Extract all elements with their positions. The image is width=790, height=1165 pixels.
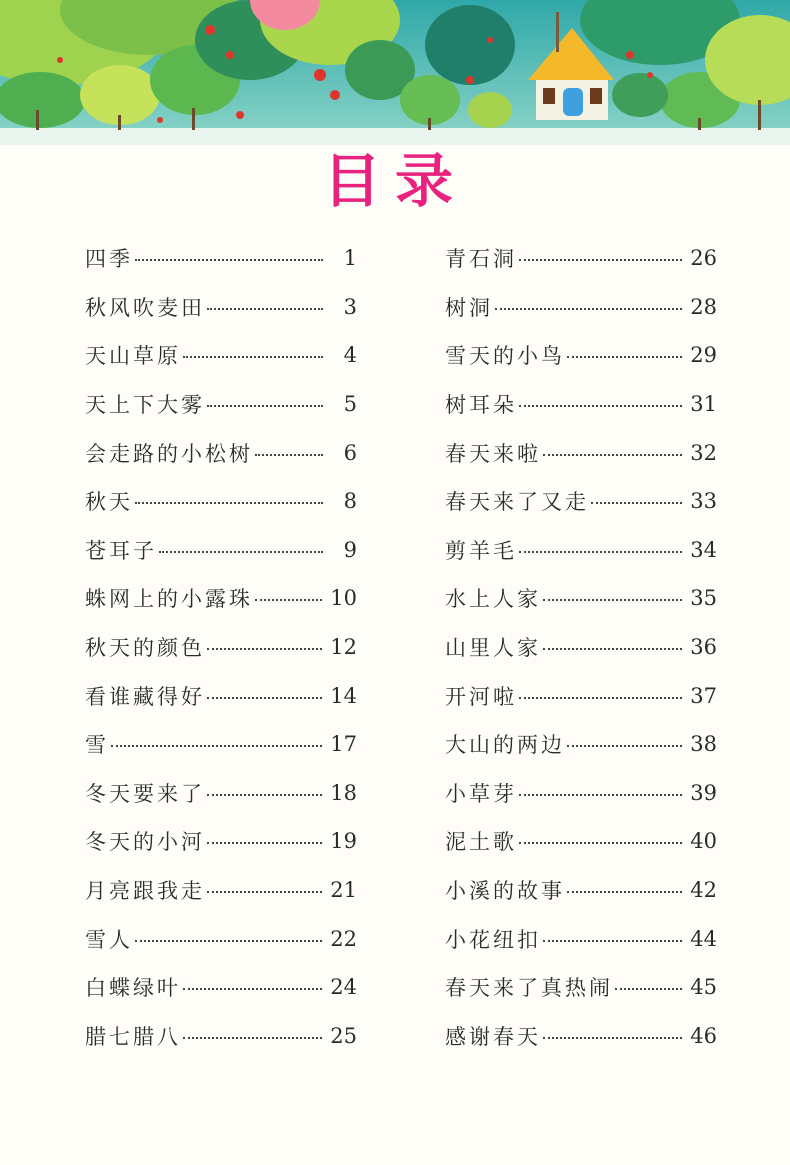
page-number: 37 [690, 683, 717, 708]
entry-title: 雪 [85, 733, 109, 758]
page-number: 26 [690, 246, 717, 271]
page-number: 35 [690, 586, 717, 611]
dot-leader [519, 842, 682, 844]
toc-entry [85, 769, 357, 818]
page-number: 21 [330, 878, 357, 903]
page-number: 24 [330, 975, 357, 1000]
toc-entry [445, 234, 717, 283]
toc-entry [85, 380, 357, 429]
dot-leader [207, 405, 323, 407]
entry-title: 苍耳子 [85, 538, 157, 563]
dot-leader [135, 940, 322, 942]
entry-title: 四季 [85, 247, 133, 272]
entry-title: 泥土歌 [445, 830, 517, 855]
toc-entry [445, 380, 717, 429]
toc-entry [85, 914, 357, 963]
toc-column-left [85, 234, 357, 1060]
toc-entry [445, 769, 717, 818]
dot-leader [615, 988, 682, 990]
toc-entry [85, 623, 357, 672]
toc-entry [85, 331, 357, 380]
toc-entry [445, 623, 717, 672]
entry-title: 月亮跟我走 [85, 879, 205, 904]
entry-title: 山里人家 [445, 636, 541, 661]
dot-leader [519, 259, 682, 261]
entry-title: 天山草原 [85, 344, 181, 369]
toc-entry [85, 963, 357, 1012]
dot-leader [519, 794, 682, 796]
entry-title: 春天来了真热闹 [445, 976, 613, 1001]
toc-entry [445, 914, 717, 963]
page-number: 10 [330, 586, 357, 611]
entry-title: 水上人家 [445, 587, 541, 612]
dot-leader [519, 405, 682, 407]
page-title: 目录 [322, 147, 467, 215]
dot-leader [519, 551, 682, 553]
entry-title: 秋天 [85, 490, 133, 515]
entry-title: 大山的两边 [445, 733, 565, 758]
toc-entry [85, 283, 357, 332]
dot-leader [567, 745, 682, 747]
dot-leader [543, 940, 682, 942]
page-number: 45 [690, 975, 717, 1000]
page-number: 6 [343, 440, 357, 465]
dot-leader [495, 308, 682, 310]
page-number: 18 [330, 780, 357, 805]
toc-entry [445, 331, 717, 380]
page-number: 19 [330, 829, 357, 854]
dot-leader [111, 745, 322, 747]
dot-leader [591, 502, 682, 504]
page-number: 46 [690, 1023, 717, 1048]
dot-leader [207, 794, 322, 796]
page-number: 9 [343, 537, 357, 562]
entry-title: 秋风吹麦田 [85, 295, 205, 320]
dot-leader [567, 891, 682, 893]
page-number: 39 [690, 780, 717, 805]
entry-title: 白蝶绿叶 [85, 976, 181, 1001]
dot-leader [543, 1037, 682, 1039]
toc-entry [445, 671, 717, 720]
entry-title: 小溪的故事 [445, 879, 565, 904]
entry-title: 雪人 [85, 927, 133, 952]
toc-entry [85, 817, 357, 866]
entry-title: 开河啦 [445, 684, 517, 709]
page-number: 29 [690, 343, 717, 368]
page-number: 25 [330, 1023, 357, 1048]
entry-title: 剪羊毛 [445, 538, 517, 563]
toc-entry [445, 866, 717, 915]
entry-title: 天上下大雾 [85, 393, 205, 418]
toc-entry [445, 283, 717, 332]
entry-title: 春天来了又走 [445, 490, 589, 515]
page-number: 12 [330, 635, 357, 660]
page-number: 1 [343, 246, 357, 271]
dot-leader [543, 454, 682, 456]
entry-title: 会走路的小松树 [85, 441, 253, 466]
entry-title: 腊七腊八 [85, 1024, 181, 1049]
entry-title: 树耳朵 [445, 393, 517, 418]
toc-entry [445, 963, 717, 1012]
dot-leader [543, 599, 682, 601]
page-number: 33 [690, 489, 717, 514]
toc-entry [445, 574, 717, 623]
entry-title: 小花纽扣 [445, 927, 541, 952]
dot-leader [255, 599, 322, 601]
page-number: 34 [690, 537, 717, 562]
dot-leader [207, 842, 322, 844]
dot-leader [135, 259, 323, 261]
entry-title: 秋天的颜色 [85, 636, 205, 661]
page-number: 36 [690, 635, 717, 660]
dot-leader [183, 988, 322, 990]
entry-title: 小草芽 [445, 781, 517, 806]
dot-leader [207, 308, 323, 310]
entry-title: 感谢春天 [445, 1024, 541, 1049]
page-number: 28 [690, 294, 717, 319]
dot-leader [159, 551, 323, 553]
entry-title: 看谁藏得好 [85, 684, 205, 709]
toc-entry [85, 428, 357, 477]
page-number: 17 [330, 732, 357, 757]
page-number: 31 [690, 392, 717, 417]
toc-entry [85, 866, 357, 915]
entry-title: 冬天的小河 [85, 830, 205, 855]
toc-entry [445, 428, 717, 477]
toc-entry [85, 234, 357, 283]
toc-entry [85, 526, 357, 575]
dot-leader [567, 356, 682, 358]
toc-entry [445, 526, 717, 575]
entry-title: 树洞 [445, 295, 493, 320]
toc-entry [85, 720, 357, 769]
page-number: 3 [343, 294, 357, 319]
toc-entry [85, 574, 357, 623]
toc-column-right [445, 234, 717, 1060]
entry-title: 青石洞 [445, 247, 517, 272]
page-number: 4 [343, 343, 357, 368]
page-number: 5 [343, 392, 357, 417]
page-number: 8 [343, 489, 357, 514]
toc-entry [445, 817, 717, 866]
toc-entry [85, 1012, 357, 1061]
toc-entry [445, 477, 717, 526]
page-number: 38 [690, 732, 717, 757]
entry-title: 春天来啦 [445, 441, 541, 466]
dot-leader [543, 648, 682, 650]
page-number: 32 [690, 440, 717, 465]
entry-title: 蛛网上的小露珠 [85, 587, 253, 612]
page-number: 44 [690, 926, 717, 951]
toc-entry [445, 1012, 717, 1061]
page-number: 22 [330, 926, 357, 951]
entry-title: 冬天要来了 [85, 781, 205, 806]
header-illustration [0, 0, 790, 145]
dot-leader [135, 502, 323, 504]
dot-leader [183, 356, 323, 358]
dot-leader [207, 648, 322, 650]
dot-leader [207, 697, 322, 699]
toc-entry [445, 720, 717, 769]
dot-leader [207, 891, 322, 893]
dot-leader [183, 1037, 322, 1039]
page-number: 14 [330, 683, 357, 708]
page-number: 40 [690, 829, 717, 854]
dot-leader [255, 454, 323, 456]
toc-entry [85, 671, 357, 720]
page-number: 42 [690, 878, 717, 903]
toc-entry [85, 477, 357, 526]
entry-title: 雪天的小鸟 [445, 344, 565, 369]
dot-leader [519, 697, 682, 699]
